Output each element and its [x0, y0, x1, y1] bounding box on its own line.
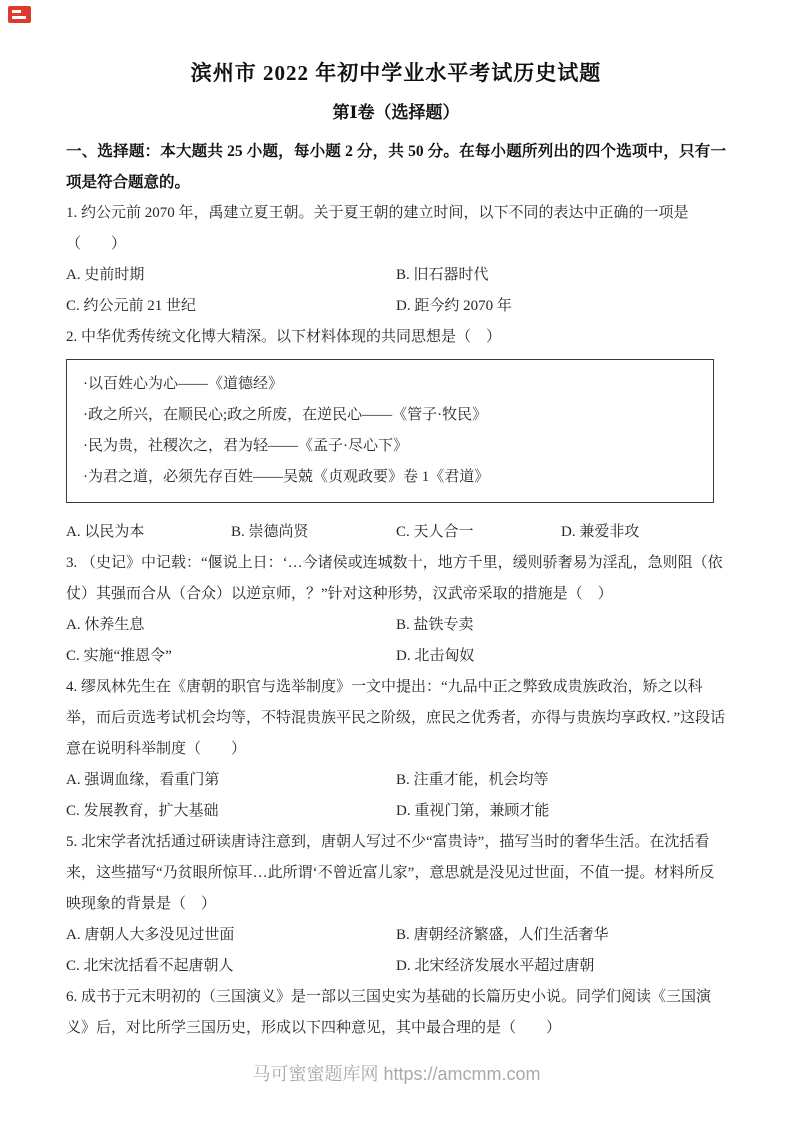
quote-box — [66, 359, 714, 503]
quote-item: ·以百姓心为心——《道德经》 — [83, 376, 283, 392]
question-3-options-row-2 — [66, 641, 726, 672]
question-2-option-c: C. 天人合一 — [396, 524, 474, 540]
question-2-options-row — [66, 517, 726, 548]
question-2-option-a: A. 以民为本 — [66, 524, 145, 540]
question-2-option-d: D. 兼爱非攻 — [561, 524, 640, 540]
section-title: 第Ⅰ卷（选择题） — [332, 103, 460, 122]
question-1-stem: 1. 约公元前 2070 年，禹建立夏王朝。关于夏王朝的建立时间，以下不同的表达中正确的一项是（ ） — [66, 205, 689, 252]
question-5-option-d: D. 北宋经济发展水平超过唐朝 — [396, 958, 595, 974]
question-3-option-a: A. 休养生息 — [66, 617, 145, 633]
question-2-option-b: B. 崇德尚贤 — [231, 524, 309, 540]
question-1-options-row-2 — [66, 291, 726, 322]
question-5 — [66, 827, 726, 982]
question-4 — [66, 672, 726, 827]
quote-item: ·民为贵，社稷次之，君为轻——《孟子·尽心下》 — [83, 438, 408, 454]
question-5-options-row-1 — [66, 920, 726, 951]
question-6-stem: 6. 成书于元末明初的（三国演义》是一部以三国史实为基础的长篇历史小说。同学们阅读《三国演义》后，对比所学三国历史，形成以下四种意见，其中最合理的是（ ） — [66, 989, 712, 1036]
question-5-option-a: A. 唐朝人大多没见过世面 — [66, 927, 235, 943]
logo-mark — [12, 16, 26, 19]
site-logo-icon — [8, 6, 31, 23]
question-3-options-row-1 — [66, 610, 726, 641]
question-1 — [66, 198, 726, 322]
question-4-options-row-1 — [66, 765, 726, 796]
question-2-stem: 2. 中华优秀传统文化博大精深。以下材料体现的共同思想是（ ） — [66, 329, 502, 345]
instruction-text: 一、选择题：本大题共 25 小题，每小题 2 分，共 50 分。在每小题所列出的四个选项中，只有一项是符合题意的。 — [66, 143, 726, 191]
question-5-options-row-2 — [66, 951, 726, 982]
question-2 — [66, 322, 726, 548]
question-4-option-b: B. 注重才能，机会均等 — [396, 772, 549, 788]
question-3 — [66, 548, 726, 672]
quote-item: ·政之所兴，在顺民心;政之所废，在逆民心——《管子·牧民》 — [83, 407, 488, 423]
question-4-option-d: D. 重视门第，兼顾才能 — [396, 803, 550, 819]
question-3-option-b: B. 盐铁专卖 — [396, 617, 474, 633]
question-3-option-d: D. 北击匈奴 — [396, 648, 475, 664]
page-title: 滨州市 2022 年初中学业水平考试历史试题 — [190, 61, 602, 85]
question-3-stem: 3. （史记》中记载：“偃说上日：‘…今诸侯或连城数十，地方千里，缓则骄奢易为淫乱，急则阻（依仗）其强而合从（合众）以逆京师，？”针对这种形势，汉武帝采取的措施是（ ） — [66, 555, 723, 602]
quote-item: ·为君之道，必须先存百姓——吴兢《贞观政要》卷 1《君道》 — [83, 469, 490, 485]
question-1-option-d: D. 距今约 2070 年 — [396, 298, 512, 314]
question-5-option-b: B. 唐朝经济繁盛，人们生活奢华 — [396, 927, 609, 943]
footer-watermark: 马可蜜蜜题库网 https://amcmm.com — [252, 1064, 541, 1084]
question-1-option-b: B. 旧石器时代 — [396, 267, 489, 283]
question-1-option-a: A. 史前时期 — [66, 267, 145, 283]
document-content — [66, 58, 726, 1044]
question-4-options-row-2 — [66, 796, 726, 827]
logo-mark — [12, 10, 21, 13]
question-4-option-c: C. 发展教育，扩大基础 — [66, 803, 219, 819]
question-1-option-c: C. 约公元前 21 世纪 — [66, 298, 197, 314]
question-5-stem: 5. 北宋学者沈括通过研读唐诗注意到，唐朝人写过不少“富贵诗”，描写当时的奢华生活。在沈括看来，这些描写“乃贫眼所惊耳…此所谓‘不曾近富儿家”，意思就是没见过世面，不值一提。材料所反映现象的背景是（ ） — [66, 834, 715, 912]
question-3-option-c: C. 实施“推恩令” — [66, 648, 172, 664]
question-4-option-a: A. 强调血缘，看重门第 — [66, 772, 220, 788]
question-1-options-row-1 — [66, 260, 726, 291]
question-5-option-c: C. 北宋沈括看不起唐朝人 — [66, 958, 234, 974]
question-4-stem: 4. 缪凤林先生在《唐朝的职官与选举制度》一文中提出：“九品中正之弊致成贵族政治，矫之以科举，而后贡选考试机会均等，不特混贵族平民之阶级，庶民之优秀者，亦得与贵族均享政权．”这段话意在说明科举制度（ ） — [66, 679, 726, 757]
question-6 — [66, 982, 726, 1044]
